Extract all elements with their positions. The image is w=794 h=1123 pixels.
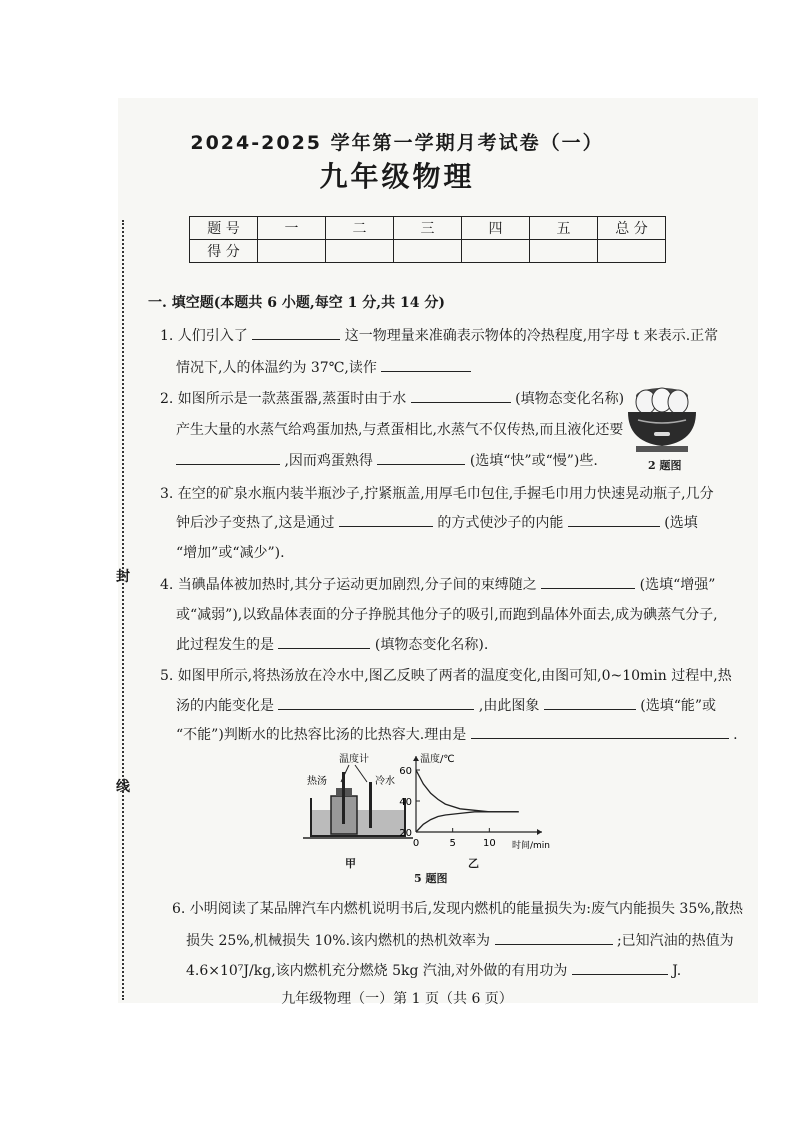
q3-blank2[interactable] xyxy=(568,512,660,527)
q5-text: (选填“能”或 xyxy=(640,698,717,714)
hot-soup-label: 热汤 xyxy=(307,776,327,787)
q5-blank3[interactable] xyxy=(471,724,729,739)
x-axis-arrow xyxy=(537,829,542,835)
q1-text: 这一物理量来准确表示物体的冷热程度,用字母 t 来表示.正常 xyxy=(344,328,719,344)
q4-text: 此过程发生的是 xyxy=(176,637,274,653)
q6-blank1[interactable] xyxy=(495,930,613,945)
steamer-base xyxy=(628,412,696,446)
series-line-1 xyxy=(416,770,519,812)
x-tick-label: 0 xyxy=(412,838,420,849)
q4-blank2[interactable] xyxy=(278,634,370,649)
score-input-cell[interactable] xyxy=(326,240,394,263)
score-input-cell[interactable] xyxy=(462,240,530,263)
q5-figure-caption: 5 题图 xyxy=(414,872,448,885)
q6-line3 xyxy=(186,960,681,980)
q5-text: ,由此图象 xyxy=(478,698,540,714)
side-mark-seal: 封 xyxy=(116,569,130,585)
score-input-cell[interactable] xyxy=(530,240,598,263)
score-cell: 二 xyxy=(326,217,394,240)
score-value-row xyxy=(190,240,666,263)
x-tick-label: 5 xyxy=(449,838,456,849)
q5-line2 xyxy=(176,695,716,715)
q1-blank2[interactable] xyxy=(381,357,471,372)
score-input-cell[interactable] xyxy=(598,240,666,263)
score-table xyxy=(189,216,666,263)
q5-blank1[interactable] xyxy=(278,695,474,710)
q6-line1: 6. 小明阅读了某品牌汽车内燃机说明书后,发现内燃机的能量损失为:废气内能损失 35%,散热 xyxy=(172,901,743,917)
fig-a-caption: 甲 xyxy=(345,857,356,870)
cold-water-label: 冷水 xyxy=(375,776,395,787)
q5-blank2[interactable] xyxy=(544,695,636,710)
q6-text: J. xyxy=(672,963,682,979)
q3-text: (选填 xyxy=(664,515,698,531)
thermometer-inner xyxy=(342,772,345,824)
y-axis-label: 温度/℃ xyxy=(420,754,455,765)
q2-text: ,因而鸡蛋熟得 xyxy=(284,453,373,469)
q3-line1: 3. 在空的矿泉水瓶内装半瓶沙子,拧紧瓶盖,用厚毛巾包住,手握毛巾用力快速晃动瓶子,几分 xyxy=(160,486,714,502)
q4-line1 xyxy=(160,574,715,594)
q1-text: 情况下,人的体温约为 37℃,读作 xyxy=(176,360,377,376)
q5-text: “不能”)判断水的比热容比汤的比热容大.理由是 xyxy=(176,727,467,743)
exam-subtitle: 九年级物理 xyxy=(319,160,475,193)
x-axis-label: 时间/min xyxy=(512,841,551,851)
q1-line1 xyxy=(160,325,718,345)
score-cell: 题 号 xyxy=(190,217,258,240)
score-input-cell[interactable] xyxy=(394,240,462,263)
q1-blank1[interactable] xyxy=(252,325,340,340)
score-cell: 四 xyxy=(462,217,530,240)
fig-b-caption: 乙 xyxy=(468,857,479,870)
score-cell: 五 xyxy=(530,217,598,240)
steamer-switch xyxy=(654,432,670,436)
score-cell: 得 分 xyxy=(190,240,258,263)
q2-line2: 产生大量的水蒸气给鸡蛋加热,与煮蛋相比,水蒸气不仅传热,而且液化还要 xyxy=(176,422,624,438)
y-tick-label: 60 xyxy=(399,766,412,777)
q6-blank2[interactable] xyxy=(572,960,668,975)
q1-text: 1. 人们引入了 xyxy=(160,328,248,344)
score-input-cell[interactable] xyxy=(258,240,326,263)
score-cell: 总 分 xyxy=(598,217,666,240)
page-footer: 九年级物理（一）第 1 页（共 6 页） xyxy=(281,991,513,1007)
temperature-chart xyxy=(388,750,551,851)
q1-line2 xyxy=(176,357,471,377)
q6-text: 4.6×10⁷J/kg,该内燃机充分燃烧 5kg 汽油,对外做的有用功为 xyxy=(186,963,568,979)
q3-text: 钟后沙子变热了,这是通过 xyxy=(176,515,335,531)
exam-title: 2024-2025 学年第一学期月考试卷（一） xyxy=(190,132,604,154)
egg-icon xyxy=(668,390,688,414)
q2-line1 xyxy=(160,388,624,408)
q4-line3 xyxy=(176,634,488,654)
q5-line1: 5. 如图甲所示,将热汤放在冷水中,图乙反映了两者的温度变化,由图可知,0~10min 过程中,热 xyxy=(160,668,732,684)
y-tick-label: 40 xyxy=(399,797,412,808)
q2-figure-caption: 2 题图 xyxy=(648,459,682,472)
egg-steamer-figure xyxy=(624,386,704,456)
score-cell: 一 xyxy=(258,217,326,240)
q4-text: (填物态变化名称). xyxy=(374,637,489,653)
q3-line3: “增加”或“减少”). xyxy=(176,545,285,561)
thermometer-label: 温度计 xyxy=(339,754,369,765)
q2-text: 2. 如图所示是一款蒸蛋器,蒸蛋时由于水 xyxy=(160,391,407,407)
score-header-row xyxy=(190,217,666,240)
leader-line xyxy=(355,765,367,782)
q2-blank2[interactable] xyxy=(176,450,280,465)
q4-text: 4. 当碘晶体被加热时,其分子运动更加剧烈,分子间的束缚随之 xyxy=(160,577,537,593)
q2-line3 xyxy=(176,450,598,470)
q6-line2 xyxy=(186,930,734,950)
x-tick-label: 10 xyxy=(482,838,496,849)
q3-line2 xyxy=(176,512,698,532)
q2-text: (选填“快”或“慢”)些. xyxy=(469,453,598,469)
side-mark-line: 线 xyxy=(116,779,130,795)
q6-text: 损失 25%,机械损失 10%.该内燃机的热机效率为 xyxy=(186,933,491,949)
q4-blank1[interactable] xyxy=(541,574,635,589)
q5-line3 xyxy=(176,724,738,744)
score-cell: 三 xyxy=(394,217,462,240)
q4-text: (选填“增强” xyxy=(639,577,716,593)
section-heading: 一. 填空题(本题共 6 小题,每空 1 分,共 14 分) xyxy=(148,295,445,311)
series-line-2 xyxy=(416,812,519,832)
y-axis-arrow xyxy=(413,756,419,761)
thermometer-outer xyxy=(369,782,372,828)
q3-text: 的方式使沙子的内能 xyxy=(437,515,564,531)
q2-text: (填物态变化名称) xyxy=(515,391,625,407)
q2-blank1[interactable] xyxy=(411,388,511,403)
y-tick-label: 20 xyxy=(399,828,412,839)
q4-line2: 或“减弱”),以致晶体表面的分子挣脱其他分子的吸引,而跑到晶体外面去,成为碘蒸气分子, xyxy=(176,607,718,623)
q2-blank3[interactable] xyxy=(377,450,465,465)
q5-text: . xyxy=(733,727,738,743)
steamer-stand xyxy=(636,446,688,452)
q3-blank1[interactable] xyxy=(339,512,433,527)
q6-text: ;已知汽油的热值为 xyxy=(616,933,734,949)
binding-line xyxy=(122,220,124,1000)
q5-text: 汤的内能变化是 xyxy=(176,698,274,714)
